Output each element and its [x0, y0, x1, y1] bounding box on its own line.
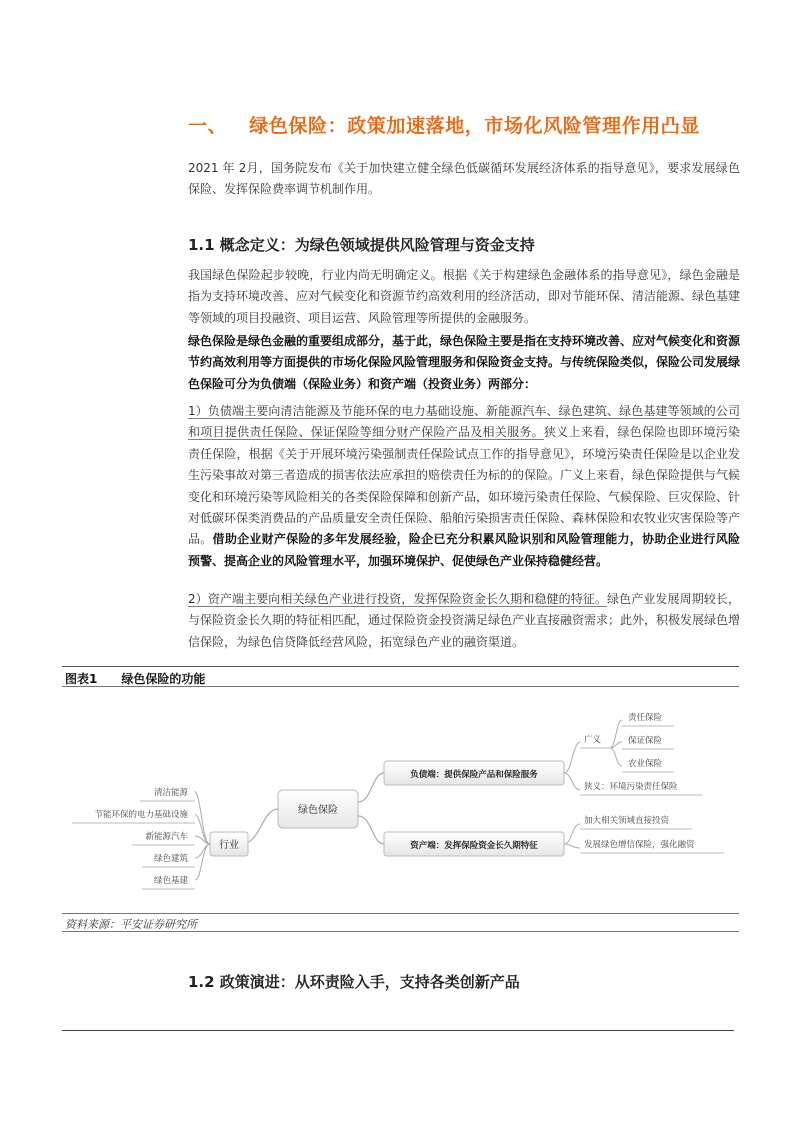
industry-item: 新能源汽车 [145, 832, 188, 842]
broad-link-1 [610, 720, 622, 748]
page-footer-rule [62, 1030, 734, 1031]
asset-link-1 [564, 824, 580, 844]
section-number: 一、 [188, 115, 228, 137]
intro-paragraph: 2021 年 2月，国务院发布《关于加快建立健全绿色低碳循环发展经济体系的指导意见》，要求发展绿色保险、发挥保险费率调节机制作用。 [188, 161, 740, 197]
asset-side-body: 绿色产业发展周期较长，与保险资金长久期的特征相匹配，通过保险资金投资满足绿色产业直接融资需求；此外，积极发展绿色增信保险，为绿色信贷降低经营风险，拓宽绿色产业的融资渠道。 [188, 592, 741, 649]
center-to-liability-link [358, 773, 384, 802]
figure-title: 绿色保险的功能 [121, 672, 206, 686]
asset-link-2 [564, 844, 580, 848]
figure-caption [65, 670, 205, 687]
broad-item: 保证保险 [628, 736, 663, 746]
asset-side-lead: 2）资产端主要向相关绿色产业进行投资，发挥保险资金长久期和稳健的特征。 [188, 592, 608, 606]
subsection-title-1-1: 1.1 概念定义：为绿色领域提供风险管理与资金支持 [188, 236, 535, 254]
figure-label: 图表1 [65, 672, 98, 686]
asset-item: 加大相关领域直接投资 [584, 816, 670, 826]
broad-item: 责任保险 [628, 713, 663, 723]
section-title: 绿色保险：政策加速落地，市场化风险管理作用凸显 [249, 115, 701, 137]
narrow-label: 狭义：环境污染责任保险 [584, 782, 678, 792]
liability-side-lead: 1）负债端主要向清洁能源及节能环保的电力基础设施、新能源汽车、绿色建筑、绿色基建等领域的公司和项目提供责任保险、保证保险等细分财产保险产品及相关服务。 [188, 404, 740, 440]
center-to-asset-link [358, 816, 384, 844]
industry-item: 绿色基建 [153, 876, 188, 886]
asset-item: 发展绿色增信保险，强化融资 [584, 840, 695, 850]
green-insurance-mindmap [62, 690, 742, 912]
broad-link-3 [610, 748, 622, 766]
industry-item: 节能环保的电力基础设施 [94, 810, 188, 820]
center-node-label: 绿色保险 [298, 805, 338, 816]
figure-bottom-rule [62, 913, 739, 914]
industry-item: 清洁能源 [153, 788, 188, 798]
figure-source: 资料来源：平安证券研究所 [65, 918, 197, 931]
figure-source-rule [62, 931, 739, 932]
broad-item: 农业保险 [628, 759, 663, 769]
broad-label: 广义 [584, 735, 602, 745]
industry-link-5 [195, 844, 210, 880]
liability-node-label: 负债端：提供保险产品和保险服务 [410, 770, 538, 780]
industry-node-label: 行业 [219, 840, 239, 851]
figure-top-rule [62, 666, 739, 667]
definition-paragraph: 我国绿色保险起步较晚，行业内尚无明确定义。根据《关于构建绿色金融体系的指导意见》，绿色金融是指为支持环境改善、应对气候变化和资源节约高效利用的经济活动，即对节能环保、清洁能源、绿色基建等领域的项目投融资、项目运营、风险管理等所提供的金融服务。 [188, 268, 741, 325]
liability-side-body: 狭义上来看，绿色保险也即环境污染责任保险，根据《关于开展环境污染强制责任保险试点工作的指导意见》，环境污染责任保险是以企业发生污染事故对第三者造成的损害依法应承担的赔偿责任为标的的保险。广义上来看，绿色保险提供与气候变化和环境污染等风险相关的各类保险保障和创新产品，如环境污染责任保险、气候保险、巨灾保险、针对低碳环保类消费品的产品质量安全责任保险、船舶污染损害责任保险、森林保险和农牧业灾害保险等产品。 [188, 425, 741, 547]
liability-side-conclusion: 借助企业财产保险的多年发展经验，险企已充分积累风险识别和风险管理能力，协助企业进行风险预警、提高企业的风险管理水平，加强环境保护、促使绿色产业保持稳健经营。 [188, 532, 740, 568]
figure-caption-rule [62, 686, 739, 687]
liability-to-broad-link [564, 742, 580, 773]
subsection-title-1-2: 1.2 政策演进：从环责险入手，支持各类创新产品 [188, 973, 520, 991]
industry-item: 绿色建筑 [153, 854, 188, 864]
green-insurance-definition: 绿色保险是绿色金融的重要组成部分，基于此，绿色保险主要是指在支持环境改善、应对气候变化和资源节约高效利用等方面提供的市场化保险风险管理服务和保险资金支持。与传统保险类似，保险公司发展绿色保险可分为负债端（保险业务）和资产端（投资业务）两部分： [188, 334, 741, 391]
section-heading [188, 111, 700, 138]
liability-side-paragraph [188, 401, 740, 572]
asset-node-label: 资产端：发挥保险资金长久期特征 [410, 841, 538, 851]
liability-to-narrow-link [564, 773, 580, 790]
asset-side-paragraph [188, 589, 740, 653]
